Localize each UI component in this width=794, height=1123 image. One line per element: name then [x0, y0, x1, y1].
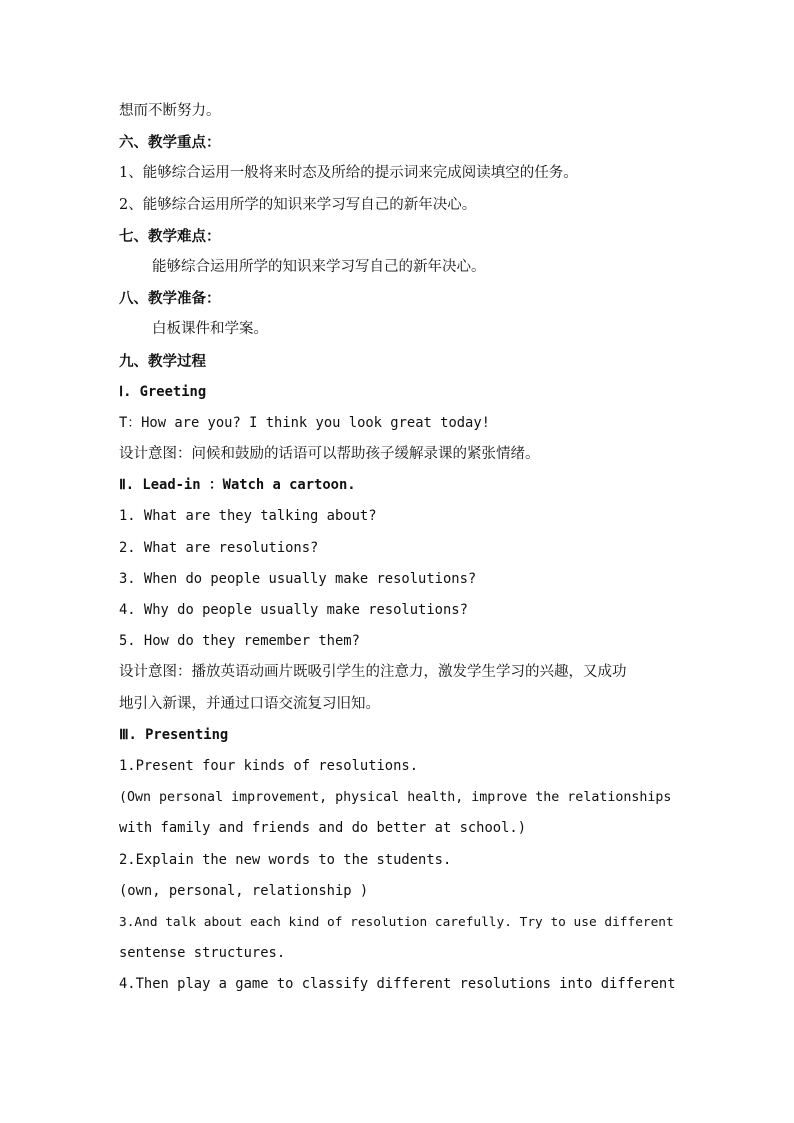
text-line: sentense structures. — [119, 945, 286, 962]
text-line: with family and friends and do better at school.) — [119, 820, 527, 837]
section-heading: Ⅲ. Presenting — [119, 726, 229, 743]
section-heading: Ⅱ. Lead-in ：Watch a cartoon. — [119, 477, 356, 494]
section-heading: Ⅰ. Greeting — [119, 383, 207, 400]
section-heading: 八、教学准备： — [119, 290, 221, 308]
document-body — [119, 96, 679, 1000]
text-line: 设计意图：问候和鼓励的话语可以帮助孩子缓解录课的紧张情绪。 — [119, 446, 540, 463]
text-line: 1、能够综合运用一般将来时态及所给的提示词来完成阅读填空的任务。 — [119, 165, 578, 182]
text-line: 白板课件和学案。 — [152, 321, 268, 338]
section-heading: 七、教学难点： — [119, 227, 221, 245]
text-line: 能够综合运用所学的知识来学习写自己的新年决心。 — [152, 258, 486, 275]
text-line: 想而不断努力。 — [119, 103, 221, 119]
text-line: 2、能够综合运用所学的知识来学习写自己的新年决心。 — [119, 196, 477, 213]
text-line: (Own personal improvement, physical health, improve the relationships — [119, 790, 672, 806]
text-line: 4. Why do people usually make resolutions? — [119, 602, 468, 618]
text-line: 3. When do people usually make resolutions? — [119, 570, 477, 587]
text-line: 2.Explain the new words to the students. — [119, 851, 452, 868]
section-heading: 九、教学过程 — [119, 352, 206, 370]
text-line: 1.Present four kinds of resolutions. — [119, 757, 419, 774]
text-line: 3.And talk about each kind of resolution carefully. Try to use different — [119, 914, 674, 930]
text-line: (own, personal, relationship ) — [119, 882, 369, 899]
text-line: 1. What are they talking about? — [119, 508, 377, 525]
text-line: 地引入新课，并通过口语交流复习旧知。 — [119, 695, 380, 712]
text-line: T：How are you? I think you look great today! — [119, 414, 490, 431]
text-line: 2. What are resolutions? — [119, 539, 319, 556]
text-line: 4.Then play a game to classify different resolutions into different — [119, 976, 676, 993]
text-line: 设计意图：播放英语动画片既吸引学生的注意力，激发学生学习的兴趣，又成功 — [119, 664, 627, 681]
text-line: 5. How do they remember them? — [119, 633, 360, 650]
section-heading: 六、教学重点： — [119, 134, 221, 152]
